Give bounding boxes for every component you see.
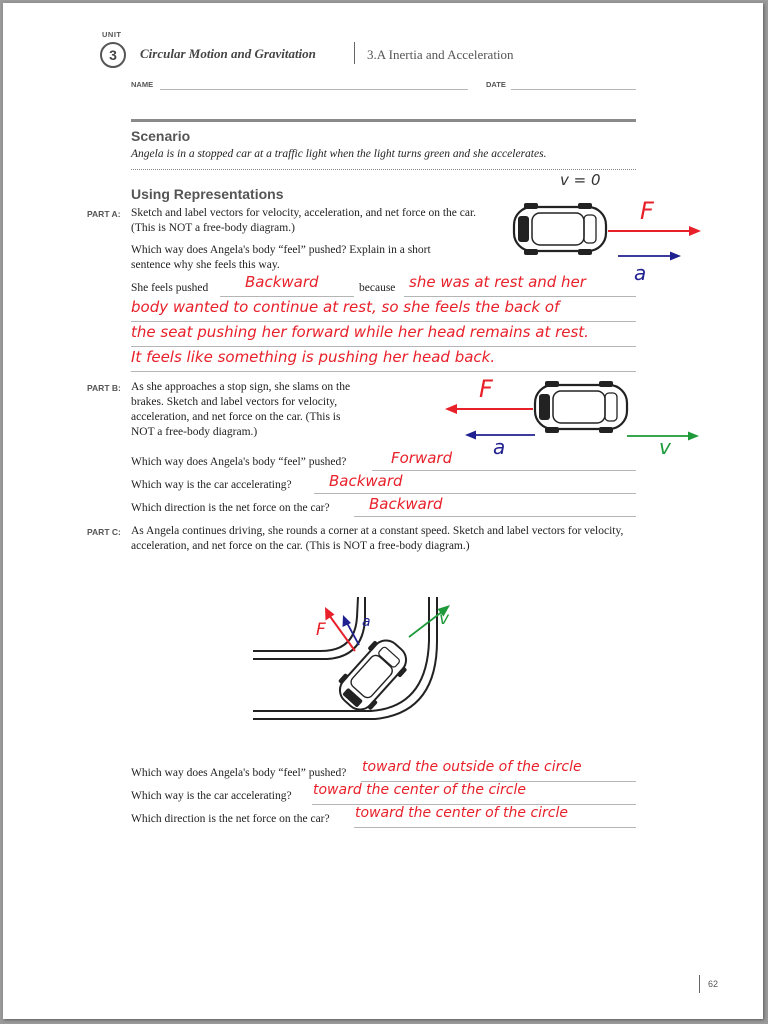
pushed-line bbox=[220, 296, 354, 297]
representations-heading: Using Representations bbox=[131, 186, 284, 202]
answer-line-3-rule bbox=[131, 346, 636, 347]
part-c-a3[interactable]: toward the center of the circle bbox=[355, 805, 569, 821]
worksheet-page bbox=[3, 3, 763, 1019]
scenario-text: Angela is in a stopped car at a traffic light when the light turns green and she accelerates. bbox=[131, 148, 547, 160]
because-line bbox=[404, 296, 636, 297]
answer-line-3[interactable]: the seat pushing her forward while her head remains at rest. bbox=[131, 323, 589, 341]
unit-number-badge: 3 bbox=[100, 42, 126, 68]
pushed-label: She feels pushed bbox=[131, 282, 209, 294]
page-number: 62 bbox=[708, 979, 719, 989]
title-divider bbox=[354, 42, 355, 64]
part-a-label: PART A: bbox=[87, 209, 121, 219]
part-c-prompt: As Angela continues driving, she rounds a corner at a constant speed. Sketch and label vectors for velocity, acceleration, and net force on the car. (This is NOT a free-body diagram.) bbox=[131, 525, 624, 552]
part-b-q1: Which way does Angela's body “feel” pushed? bbox=[131, 456, 347, 468]
section-rule bbox=[131, 119, 636, 122]
part-c-a1[interactable]: toward the outside of the circle bbox=[362, 759, 582, 775]
section-title: 3.A Inertia and Acceleration bbox=[367, 47, 514, 62]
part-a-force-label: F bbox=[640, 197, 654, 225]
part-a-prompt: Sketch and label vectors for velocity, acceleration, and net force on the car. (This is NOT a free-body diagram.) bbox=[131, 207, 477, 234]
part-a-car-diagram bbox=[508, 195, 708, 285]
part-c-q3: Which direction is the net force on the car? bbox=[131, 813, 330, 825]
answer-line-4[interactable]: It feels like something is pushing her head back. bbox=[131, 348, 496, 366]
because-answer-1[interactable]: she was at rest and her bbox=[409, 273, 586, 291]
scenario-heading: Scenario bbox=[131, 128, 191, 144]
part-c-accel-label: a bbox=[362, 614, 371, 630]
scenario-divider bbox=[131, 169, 636, 170]
part-b-a3-line bbox=[354, 516, 636, 517]
part-a-question: Which way does Angela's body “feel” pushed? Explain in a short sentence why she feels this way. bbox=[131, 244, 431, 271]
unit-title: Circular Motion and Gravitation bbox=[140, 46, 316, 61]
answer-line-2-rule bbox=[131, 321, 636, 322]
part-c-curve-diagram bbox=[251, 593, 471, 738]
date-line bbox=[511, 89, 636, 90]
answer-line-4-rule bbox=[131, 371, 636, 372]
name-line bbox=[160, 89, 468, 90]
part-c-a3-line bbox=[354, 827, 636, 828]
part-b-accel-label: a bbox=[493, 435, 506, 459]
unit-label: UNIT bbox=[102, 30, 122, 39]
car-top-view-icon bbox=[514, 203, 606, 255]
part-b-prompt: As she approaches a stop sign, she slams on the brakes. Sketch and label vectors for velocity, acceleration, and net force on the car. (This is NOT a free-body diagram.) bbox=[131, 381, 351, 438]
part-b-a1[interactable]: Forward bbox=[391, 449, 453, 467]
car-top-view-icon bbox=[535, 381, 627, 433]
part-b-a2[interactable]: Backward bbox=[329, 472, 403, 490]
part-b-q2: Which way is the car accelerating? bbox=[131, 479, 292, 491]
acceleration-arrow-right bbox=[618, 252, 681, 261]
part-c-q1: Which way does Angela's body “feel” pushed? bbox=[131, 767, 347, 779]
part-b-velocity-label: v bbox=[659, 435, 671, 459]
part-c-label: PART C: bbox=[87, 527, 121, 537]
part-a-accel-label: a bbox=[634, 261, 647, 285]
part-b-a1-line bbox=[372, 470, 636, 471]
part-c-a2[interactable]: toward the center of the circle bbox=[313, 782, 527, 798]
date-label: DATE bbox=[486, 80, 506, 89]
part-c-q2: Which way is the car accelerating? bbox=[131, 790, 292, 802]
force-arrow-left bbox=[445, 404, 533, 414]
part-c-velocity-label: v bbox=[439, 609, 450, 629]
part-b-a3[interactable]: Backward bbox=[369, 495, 443, 513]
part-c-force-label: F bbox=[316, 620, 326, 640]
part-b-force-label: F bbox=[479, 375, 493, 403]
part-b-q3: Which direction is the net force on the car? bbox=[131, 502, 330, 514]
force-arrow-right bbox=[608, 226, 701, 236]
part-b-a2-line bbox=[314, 493, 636, 494]
because-label: because bbox=[359, 282, 396, 294]
part-b-label: PART B: bbox=[87, 383, 121, 393]
pushed-answer[interactable]: Backward bbox=[245, 273, 319, 291]
v-zero-label: v = 0 bbox=[560, 171, 601, 189]
footer-divider bbox=[699, 975, 700, 993]
answer-line-2[interactable]: body wanted to continue at rest, so she feels the back of bbox=[131, 298, 560, 316]
name-label: NAME bbox=[131, 80, 154, 89]
